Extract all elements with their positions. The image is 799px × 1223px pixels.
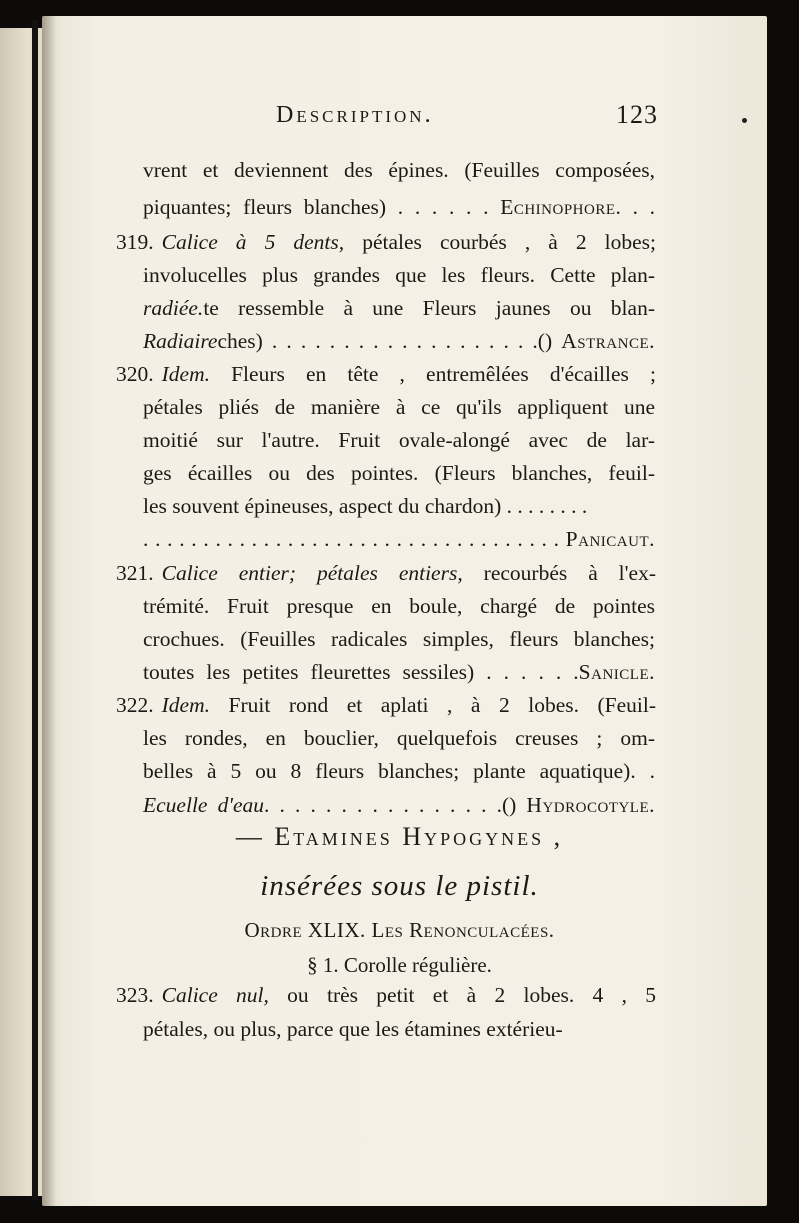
text-line (143, 496, 655, 518)
plant-name: Echinophore (500, 195, 616, 219)
text-line (116, 695, 656, 717)
text-line (116, 364, 656, 386)
italic-text: Calice à 5 dents, (161, 230, 345, 254)
plant-name: Sanicle. (578, 660, 655, 684)
text-line (143, 197, 655, 219)
line-text: vrent et deviennent des épines. (Feuilles composées, (143, 158, 655, 182)
entry-number: 321. (116, 561, 154, 585)
line-text: les souvent épineuses, aspect du chardon) . . . . . . . . (143, 494, 588, 518)
margin-dot-mark (742, 118, 747, 123)
trailing-text: . . . (615, 195, 656, 219)
italic-text: Idem. (161, 693, 210, 717)
running-header (276, 102, 658, 129)
line-text: toutes les petites fleurettes sessiles) . . . . . . (143, 660, 579, 684)
heading-etamines: — Etamines Hypogynes , (235, 822, 564, 851)
running-title: Description. (276, 102, 434, 128)
line-text: moitié sur l'autre. Fruit ovale-alongé avec de lar- (143, 428, 655, 452)
line-text: . . . . . . . . . . . . . . . . . . . . . . . . . . . . . . . . . . . (143, 527, 566, 551)
page-number: 123 (616, 100, 658, 129)
trailing-text: Fleurs jaunes ou blan- (422, 296, 655, 320)
line-text: te ressemble à une (203, 296, 423, 320)
line-text: belles à 5 ou 8 fleurs blanches; plante aquatique). . (143, 759, 655, 783)
entry-number: 320. (116, 362, 154, 386)
plant-name: Hydrocotyle. (526, 793, 655, 817)
text-line (143, 160, 655, 182)
text-line (143, 331, 655, 353)
italic-text: radiée. (143, 296, 204, 320)
line-text: . . . . . . . . . . . . . . . .( (263, 793, 510, 817)
trailing-text: ) (544, 329, 562, 353)
italic-text: Idem. (161, 362, 210, 386)
text-line (143, 1019, 655, 1041)
line-text: trémité. Fruit presque en boule, chargé de pointes (143, 594, 655, 618)
plant-name: Panicaut. (565, 527, 655, 551)
text-line (143, 662, 655, 684)
line-text: piquantes; fleurs blanches) . . . . . . (143, 195, 501, 219)
italic-text: Radiaire (143, 329, 218, 353)
line-text: crochues. (Feuilles radicales simples, fleurs blanches; (143, 627, 655, 651)
line-text: involucelles plus grandes que les fleurs. Cette plan- (143, 263, 655, 287)
line-text: ches) . . . . . . . . . . . . . . . . . . .( (217, 329, 545, 353)
entry-number: 319. (116, 230, 154, 254)
line-text: ou très petit et à 2 lobes. 4 , 5 (268, 983, 656, 1007)
italic-text: Calice entier; pétales entiers, (161, 561, 463, 585)
italic-text: Ecuelle d'eau (143, 793, 264, 817)
text-line (143, 596, 655, 618)
text-line (143, 529, 655, 551)
line-text: Fleurs en tête , entremêlées d'écailles ; (209, 362, 656, 386)
text-line (143, 463, 655, 485)
text-line (143, 430, 655, 452)
line-text: pétales pliés de manière à ce qu'ils appliquent une (143, 395, 655, 419)
text-line (116, 232, 656, 254)
entry-number: 322. (116, 693, 154, 717)
trailing-text: ) (509, 793, 527, 817)
text-line (143, 265, 655, 287)
text-line (143, 397, 655, 419)
line-text: Fruit rond et aplati , à 2 lobes. (Feuil- (209, 693, 656, 717)
line-text: recourbés à l'ex- (462, 561, 656, 585)
heading-section: § 1. Corolle régulière. (307, 953, 492, 977)
line-text: ges écailles ou des pointes. (Fleurs blanches, feuil- (143, 461, 655, 485)
text-line (143, 298, 655, 320)
text-line (143, 795, 655, 817)
text-line (116, 563, 656, 585)
line-text: les rondes, en bouclier, quelquefois creuses ; om- (143, 726, 655, 750)
entry-number: 323. (116, 983, 154, 1007)
text-line (143, 629, 655, 651)
italic-text: Calice nul, (161, 983, 269, 1007)
text-line (143, 728, 655, 750)
line-text: pétales courbés , à 2 lobes; (344, 230, 657, 254)
text-line (143, 761, 655, 783)
heading-ordre: Ordre XLIX. Les Renonculacées. (244, 918, 555, 942)
line-text: pétales, ou plus, parce que les étamines extérieu- (143, 1017, 563, 1041)
plant-name: Astrance. (561, 329, 655, 353)
heading-inserees: insérées sous le pistil. (260, 870, 539, 902)
text-line (116, 985, 656, 1007)
